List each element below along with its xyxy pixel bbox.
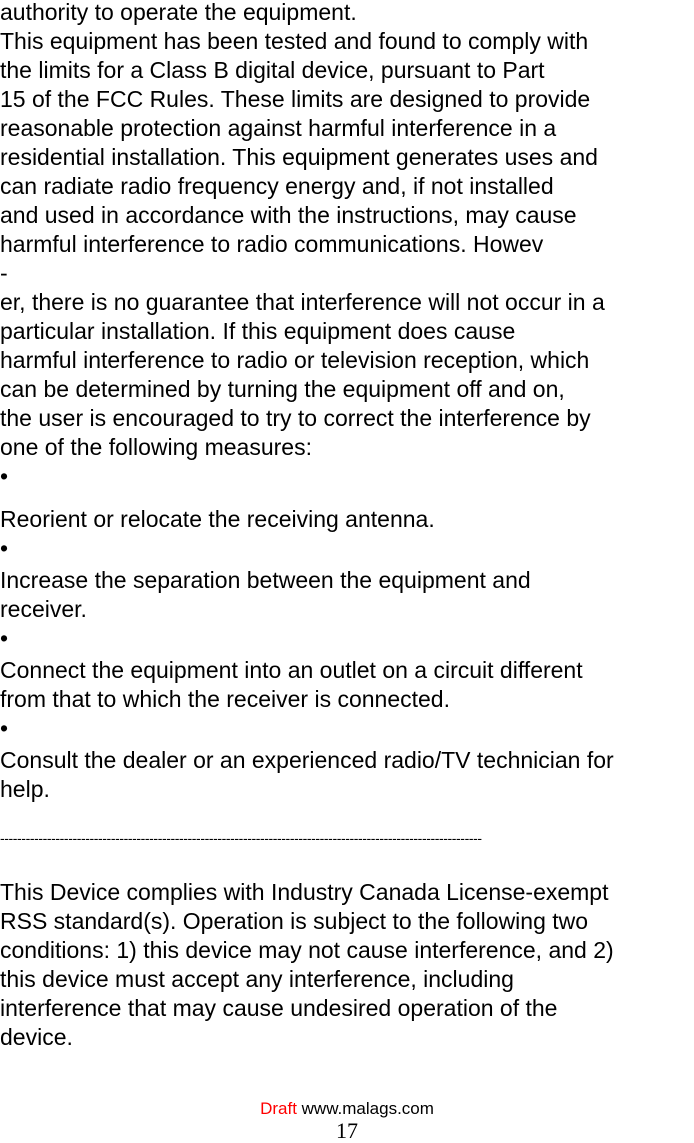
fcc-line: the limits for a Class B digital device, pursuant to Part	[0, 57, 545, 83]
footer-watermark	[0, 1098, 694, 1120]
fcc-line: reasonable protection against harmful interference in a	[0, 115, 557, 141]
fcc-line: the user is encouraged to try to correct the interference by	[0, 405, 591, 431]
ic-line: interference that may cause undesired operation of the	[0, 995, 558, 1021]
list-item: Consult the dealer or an experienced radio/TV technician for	[0, 747, 614, 773]
list-item: from that to which the receiver is connected.	[0, 686, 450, 712]
fcc-line: harmful interference to radio or television reception, which	[0, 347, 590, 373]
fcc-line: er, there is no guarantee that interference will not occur in a	[0, 289, 605, 315]
list-item: Connect the equipment into an outlet on a circuit different	[0, 657, 583, 683]
fcc-line: -	[0, 260, 8, 286]
ic-line: conditions: 1) this device may not cause interference, and 2)	[0, 937, 614, 963]
bullet: •	[0, 463, 9, 489]
bullet: •	[0, 715, 9, 741]
footer-url: www.malags.com	[301, 1099, 434, 1118]
fcc-line: residential installation. This equipment generates uses and	[0, 144, 598, 170]
list-item: Increase the separation between the equipment and	[0, 567, 531, 593]
ic-line: device.	[0, 1024, 73, 1050]
ic-line: this device must accept any interference, including	[0, 966, 514, 992]
dashed-separator: -----------------------------------------------------------------------------------------------------------------	[0, 830, 482, 846]
fcc-line: can radiate radio frequency energy and, if not installed	[0, 173, 554, 199]
list-item: Reorient or relocate the receiving antenna.	[0, 506, 435, 532]
draft-label: Draft	[260, 1099, 297, 1118]
fcc-line: and used in accordance with the instructions, may cause	[0, 202, 577, 228]
fcc-line: particular installation. If this equipment does cause	[0, 318, 516, 344]
fcc-line: harmful interference to radio communications. Howev	[0, 231, 544, 257]
list-item: receiver.	[0, 596, 87, 622]
list-item: help.	[0, 776, 50, 802]
bullet: •	[0, 625, 9, 651]
fcc-line: one of the following measures:	[0, 434, 312, 460]
fcc-line: authority to operate the equipment.	[0, 0, 357, 25]
fcc-line: can be determined by turning the equipment off and on,	[0, 376, 565, 402]
page-number: 17	[336, 1118, 358, 1143]
ic-line: This Device complies with Industry Canada License-exempt	[0, 879, 609, 905]
fcc-line: This equipment has been tested and found to comply with	[0, 28, 589, 54]
bullet: •	[0, 535, 9, 561]
ic-line: RSS standard(s). Operation is subject to the following two	[0, 908, 589, 934]
fcc-line: 15 of the FCC Rules. These limits are designed to provide	[0, 86, 591, 112]
